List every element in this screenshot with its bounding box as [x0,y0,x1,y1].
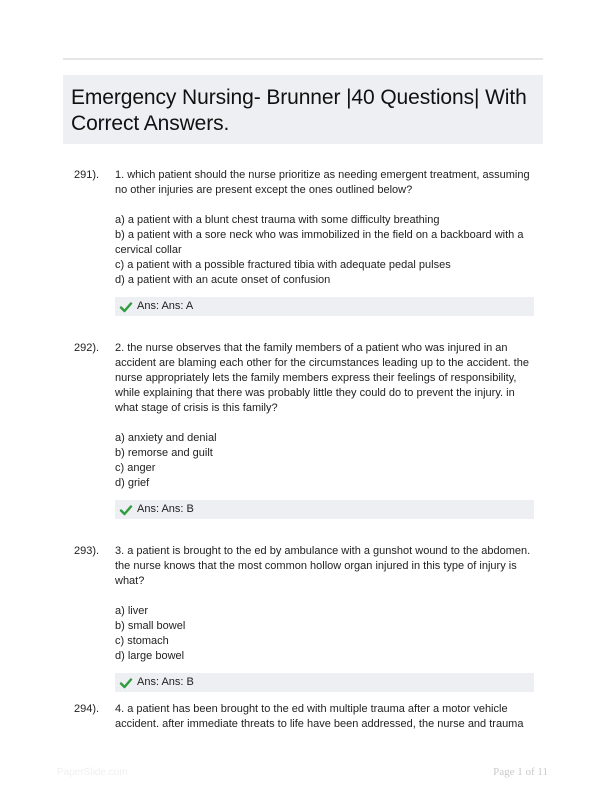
answer-text: Ans: Ans: A [137,300,194,312]
question-text: 1. which patient should the nurse prioritize as needing emergent treatment, assuming no other injuries are present except the ones outlined below? [115,169,530,196]
answer-box [115,500,534,519]
option-c: c) stomach [115,635,169,647]
option-c: c) anger [115,462,156,474]
option-b: b) remorse and guilt [115,447,213,459]
question-body [115,341,540,519]
option-d: d) large bowel [115,650,185,662]
question-text: 3. a patient is brought to the ed by ambulance with a gunshot wound to the abdomen. the nurse knows that the most common hollow organ injured in this type of injury is what? [115,545,531,587]
page-title: Emergency Nursing- Brunner |40 Questions| With Correct Answers. [71,86,527,135]
option-d: d) a patient with an acute onset of confusion [115,274,331,286]
footer-watermark: PaperSlide.com [57,767,128,778]
option-d: d) grief [115,477,150,489]
checkmark-icon [119,300,133,314]
question-text: 4. a patient has been brought to the ed with multiple trauma after a motor vehicle accident. after immediate threats to life have been addressed, the nurse and trauma [115,703,524,730]
checkmark-icon [119,503,133,517]
question-number: 292). [74,342,100,354]
answer-text: Ans: Ans: B [137,503,194,515]
answer-box [115,673,534,692]
option-list [115,213,540,288]
question-number: 293). [74,545,100,557]
option-a: a) liver [115,605,149,617]
option-a: a) anxiety and denial [115,432,217,444]
option-b: b) small bowel [115,620,186,632]
answer-box [115,297,534,316]
option-a: a) a patient with a blunt chest trauma with some difficulty breathing [115,214,440,226]
question-body [115,544,540,692]
question-body [115,168,540,316]
option-list [115,431,540,491]
option-c: c) a patient with a possible fractured tibia with adequate pedal pulses [115,259,451,271]
question-number: 291). [74,169,100,181]
answer-text: Ans: Ans: B [137,676,194,688]
question-text: 2. the nurse observes that the family members of a patient who was injured in an accident are blaming each other for the circumstances leading up to the accident. the nurse appropriately lets the family members express their feelings of responsibility, while explaining that there was probably little they could do to prevent the injury. in what stage of crisis is this family? [115,342,529,414]
question-body [115,702,540,732]
title-banner [63,75,543,144]
option-list [115,604,540,664]
option-b: b) a patient with a sore neck who was immobilized in the field on a backboard with a cervical collar [115,229,524,256]
checkmark-icon [119,676,133,690]
top-divider [63,58,543,60]
question-number: 294). [74,703,100,715]
page-number: Page 1 of 11 [493,766,548,778]
